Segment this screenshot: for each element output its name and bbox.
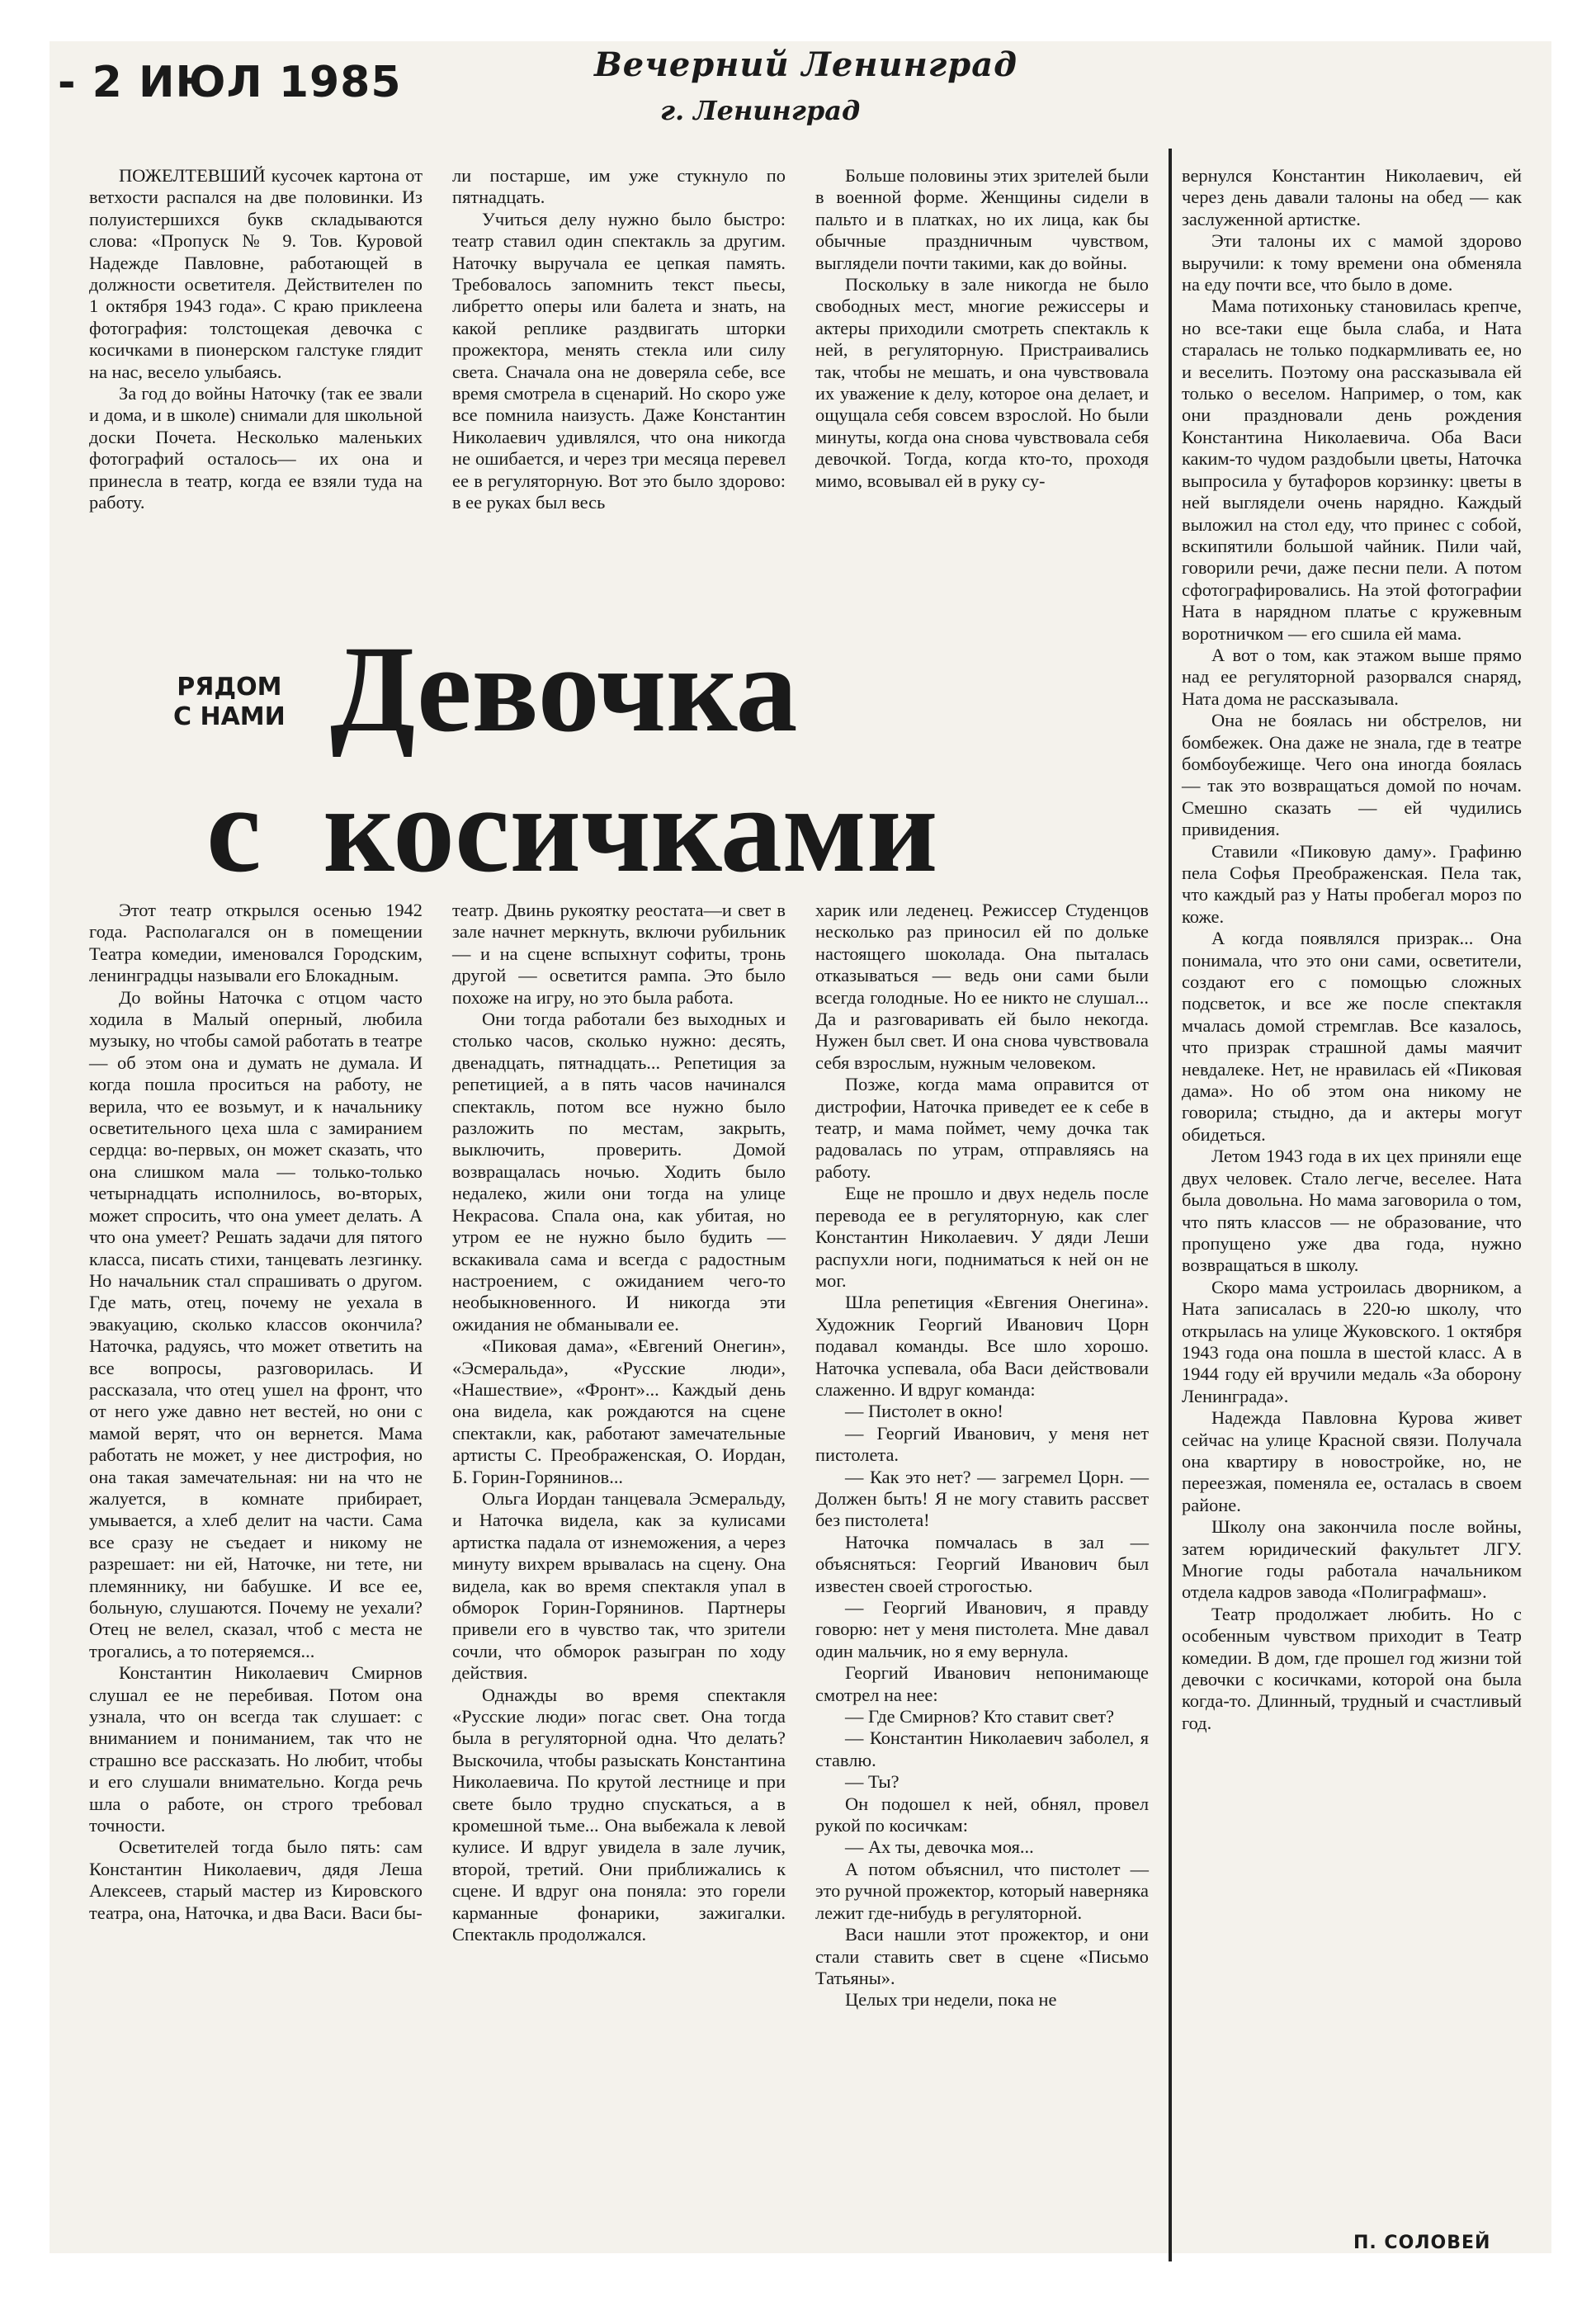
paragraph: Поскольку в зале никогда не было свободных мест, многие режиссеры и актеры приходили смотреть спектакль к ней, в регуляторную. Пристраивались так, чтобы не мешать, и она чувствовала их уважение к делу, которое она делает, и ощущала себя совсем взрослой. Но были минуты, когда она снова чувствовала себя девочкой. Тогда, когда кто-то, проходя мимо, всовывал ей в руку су- [815,274,1149,491]
right-column [1182,165,1522,1734]
paragraph: Учиться делу нужно было быстро: театр ставил один спектакль за другим. Наточку выручала ее цепкая память. Требовалось запомнить текст пьесы, либретто оперы или балета и знать, на какой реплике раздвигать шторки прожектора, менять стекла или силу света. Сначала она не доверяла себе, все время смотрела в сценарий. Но скоро уже все помнила наизусть. Даже Константин Николаевич удивлялся, что она никогда не ошибается, и через три месяца перевел ее в регуляторную. Вот это было здорово: в ее руках был весь [452,208,786,513]
paragraph: Надежда Павловна Курова живет сейчас на улице Красной связи. Получала она квартиру в новостройке, но, не переезжая, поменяла ее, осталась в своем районе. [1182,1407,1522,1515]
paragraph: Константин Николаевич Смирнов слушал ее не перебивая. Потом она узнала, что он всегда так слушает: с вниманием и пониманием, так что не страшно все рассказать. Но любит, чтобы и его слушали внимательно. Когда речь шла о работе, он строго требовал точности. [89,1662,423,1836]
paragraph: Он подошел к ней, обнял, провел рукой по косичкам: [815,1793,1149,1836]
paragraph: харик или леденец. Режиссер Студенцов несколько раз приносил ей по дольке настоящего шоколада. Она пыталась отказываться — ведь они сами были всегда голодные. Но ее никто не слушал... Да и разговаривать ей было некогда. Нужен был свет. И она снова чувствовала себя взрослым, нужным человеком. [815,900,1149,1073]
paragraph: До войны Наточка с отцом часто ходила в Малый оперный, любила музыку, но чтобы самой работать в театре — об этом она и думать не думала. И когда пошла проситься на работу, не верила, что ее возьмут, и к начальнику осветительного цеха шла с замиранием сердца: во-первых, он может сказать, что она слишком мала — только-только четырнадцать исполнилось, во-вторых, может спросить, что она умеет делать. А что она умеет? Решать задачи для пятого класса, писать стихи, танцевать лезгинку. Но начальник стал спрашивать о другом. Где мать, отец, почему не уехала в эвакуацию, сколько классов окончила? Наточка, радуясь, что может ответить на все вопросы, разговорилась. И рассказала, что отец ушел на фронт, что от него уже давно нет вестей, но они с мамой верят, что он вернется. Мама работать не может, у нее дистрофия, но она такая замечательная: ни на что не жалуется, в комнате прибирает, умывается, а хлеб делит на части. Сама все сразу не съедает и никому не разрешает: ни ей, Наточке, ни тете, ни племяннику, ни бабушке. И все ее, больную, слушаются. Почему не уехали? Отец не велел, сказал, чтоб с места не трогались, а то потеряемся... [89,986,423,1661]
paragraph: А потом объяснил, что пистолет — это ручной прожектор, который наверняка лежит где-нибудь в регуляторной. [815,1858,1149,1923]
date-stamp: - 2 ИЮЛ 1985 [58,58,402,107]
paragraph: Еще не прошло и двух недель после перевода ее в регуляторную, как слег Константин Николаевич. У дяди Леши распухли ноги, подниматься к ней он не мог. [815,1183,1149,1291]
rubric-label [173,673,286,732]
paragraph: театр. Двинь рукоятку реостата—и свет в зале начнет меркнуть, включи рубильник — и на сцене вспыхнут софиты, тронь другой — осветится рампа. Это было похоже на игру, но это была работа. [452,900,786,1008]
paragraph: Мама потихоньку становилась крепче, но все-таки еще была слаба, и Ната старалась не только подкармливать ее, но и веселить. Поэтому она рассказывала ей только о веселом. Например, о том, как они праздновали день рождения Константина Николаевича. Оба Васи каким-то чудом раздобыли цветы, Наточка выпросила у бутафоров корзинку: цветы в ней выглядели очень нарядно. Каждый выложил на стол еду, что принес с собой, вскипятили большой чайник. Пили чай, говорили речи, даже песни пели. А потом сфотографировались. На этой фотографии Ната в нарядном платье с кружевным воротничком — его сшила ей мама. [1182,295,1522,644]
paragraph: За год до войны Наточку (так ее звали и дома, и в школе) снимали для школьной доски Почета. Несколько маленьких фотографий осталось— их она и принесла в театр, когда ее взяли туда на работу. [89,383,423,513]
paragraph: Позже, когда мама оправится от дистрофии, Наточка приведет ее к себе в театр, и мама поймет, чему дочка так радовалась по утрам, отправляясь на работу. [815,1074,1149,1182]
paragraph: Летом 1943 года в их цех приняли еще двух человек. Стало легче, веселее. Ната была довольна. Но мама заговорила о том, что пять классов — не образование, что пропущено уже два года, нужно возвращаться в школу. [1182,1146,1522,1276]
paragraph: Георгий Иванович непонимающе смотрел на нее: [815,1662,1149,1705]
lower-column-3 [815,900,1149,2011]
paragraph: ли постарше, им уже стукнуло по пятнадцать. [452,165,786,208]
paragraph: Ставили «Пиковую даму». Графиню пела Софья Преображенская. Пела так, что каждый раз у Наты пробегал мороз по коже. [1182,840,1522,927]
newspaper-city: г. Ленинград [660,95,861,126]
rubric-line-1: РЯДОМ [177,673,282,702]
paragraph: А когда появлялся призрак... Она понимала, что это они сами, осветители, создают его с помощью сложных подсветок, и все же после спектакля мчалась домой стремглав. Все казалось, что призрак страшной дамы маячит невдалеке. Нет, не нравилась ей «Пиковая дама». Но об этом она никому не говорила; стыдно, да и актеры могут обидеться. [1182,928,1522,1145]
paragraph: «Пиковая дама», «Евгений Онегин», «Эсмеральда», «Русские люди», «Нашествие», «Фронт»... Каждый день она видела, как рождаются на сцене спектакли, как, работают замечательные артисты С. Преображенская, О. Иордан, Б. Горин-Горянинов... [452,1335,786,1487]
paragraph: Школу она закончила после войны, затем юридический факультет ЛГУ. Многие годы работала начальником отдела кадров завода «Полиграфмаш». [1182,1516,1522,1603]
upper-column-1 [89,165,423,514]
paragraph: — Ах ты, девочка моя... [845,1836,1034,1858]
column-divider [1169,149,1172,2261]
paragraph: Скоро мама устроилась дворником, а Ната записалась в 220-ю школу, что открылась на улице Жуковского. 1 октября 1943 года она пошла в шестой класс. А в 1944 году ей вручили медаль «За оборону Ленинграда». [1182,1276,1522,1406]
paragraph: Этот театр открылся осенью 1942 года. Располагался он в помещении Театра комедии, именовался Городским, ленинградцы называли его Блокадным. [89,900,423,986]
upper-column-2 [452,165,786,514]
lower-column-1 [89,900,423,1924]
headline-title-line-1: Девочка [330,621,798,758]
paragraph: Наточка помчалась в зал — объясняться: Георгий Иванович был известен своей строгостью. [815,1531,1149,1596]
paragraph: — Пистолет в окно! [845,1401,1003,1422]
paragraph: Они тогда работали без выходных и столько часов, сколько нужно: десять, двенадцать, пятнадцать... Репетиция за репетицией, а в пять часов начинался спектакль, потом все нужно было разложить по местам, закрыть, выключить, проверить. Домой возвращалась ночью. Ходить было недалеко, жили они тогда на улице Некрасова. Спала она, как убитая, но утром ее не нужно было будить — вскакивала сама и всегда с радостным настроением, с ожиданием чего-то необыкновенного. И никогда эти ожидания не обманывали ее. [452,1009,786,1335]
byline: П. СОЛОВЕЙ [1353,2233,1491,2253]
paragraph: Однажды во время спектакля «Русские люди» погас свет. Она тогда была в регуляторной одна. Что делать? Выскочила, чтобы разыскать Константина Николаевича. По крутой лестнице и при свете было трудно спускаться, а в кромешной тьме... Она выбежала к левой кулисе. И вдруг увидела в зале лучик, второй, третий. Они приближались к сцене. И вдруг она поняла: это горели карманные фонарики, зажигалки. Спектакль продолжался. [452,1684,786,1945]
paragraph: — Как это нет? — загремел Цорн. — Должен быть! Я не могу ставить рассвет без пистолета! [815,1466,1149,1531]
paragraph: Ольга Иордан танцевала Эсмеральду, и Наточка видела, как за кулисами артистка падала от изнеможения, а через минуту вихрем врывалась на сцену. Она видела, как во время спектакля упал в обморок Горин-Горянинов. Партнеры привели его в чувство так, что зрители сочли, что обморок разыгран по ходу действия. [452,1487,786,1684]
paragraph: — Где Смирнов? Кто ставит свет? [845,1706,1115,1727]
lower-column-2 [452,900,786,1946]
paragraph: — Георгий Иванович, у меня нет пистолета. [815,1422,1149,1466]
headline-title-line-2: с косичками [206,761,938,898]
paragraph: Больше половины этих зрителей были в военной форме. Женщины сидели в пальто и в платках, но их лица, как бы обычные праздничным чувством, выглядели почти такими, как до войны. [815,165,1149,273]
paragraph: Васи нашли этот прожектор, и они стали ставить свет в сцене «Письмо Татьяны». [815,1924,1149,1988]
paragraph: Она не боялась ни обстрелов, ни бомбежек. Она даже не знала, где в театре бомбоубежище. Чего она иногда боялась — так это возвращаться домой по ночам. Смешно сказать — ей чудились привидения. [1182,710,1522,840]
upper-column-3 [815,165,1149,492]
paragraph: Целых три недели, пока не [845,1989,1057,2011]
newspaper-name: Вечерний Ленинград [594,45,1018,84]
paragraph: — Ты? [845,1771,900,1793]
paragraph: вернулся Константин Николаевич, ей через день давали талоны на обед — как заслуженной артистке. [1182,165,1522,229]
paragraph: — Константин Николаевич заболел, я ставлю. [815,1727,1149,1770]
paragraph: Шла репетиция «Евгения Онегина». Художник Георгий Иванович Цорн подавал команды. Все шло хорошо. Наточка успевала, оба Васи действовали слаженно. И вдруг команда: [815,1292,1149,1400]
paragraph: Осветителей тогда было пять: сам Константин Николаевич, дядя Леша Алексеев, старый мастер из Кировского театра, она, Наточка, и два Васи. Васи бы- [89,1836,423,1923]
paragraph: Эти талоны их с мамой здорово выручили: к тому времени она обменяла на еду почти все, что было в доме. [1182,230,1522,295]
paragraph: Театр продолжает любить. Но с особенным чувством приходит в Театр комедии. В дом, где прошел год жизни той девочки с косичками, которой она была когда-то. Длинный, трудный и счастливый год. [1182,1603,1522,1733]
paragraph: — Георгий Иванович, я правду говорю: нет у меня пистолета. Мне давал один мальчик, но я ему вернула. [815,1597,1149,1661]
paragraph: ПОЖЕЛТЕВШИЙ кусочек картона от ветхости распался на две половинки. Из полуистершихся букв складываются слова: «Пропуск № 9. Тов. Куровой Надежде Павловне, работающей в должности осветителя. Действителен по 1 октября 1943 года». С краю приклеена фотография: толстощекая девочка с косичками в пионерском галстуке глядит на нас, весело улыбаясь. [89,165,423,382]
rubric-line-2: С НАМИ [173,702,286,731]
paragraph: А вот о том, как этажом выше прямо над ее регуляторной разорвался снаряд, Ната дома не рассказывала. [1182,644,1522,709]
